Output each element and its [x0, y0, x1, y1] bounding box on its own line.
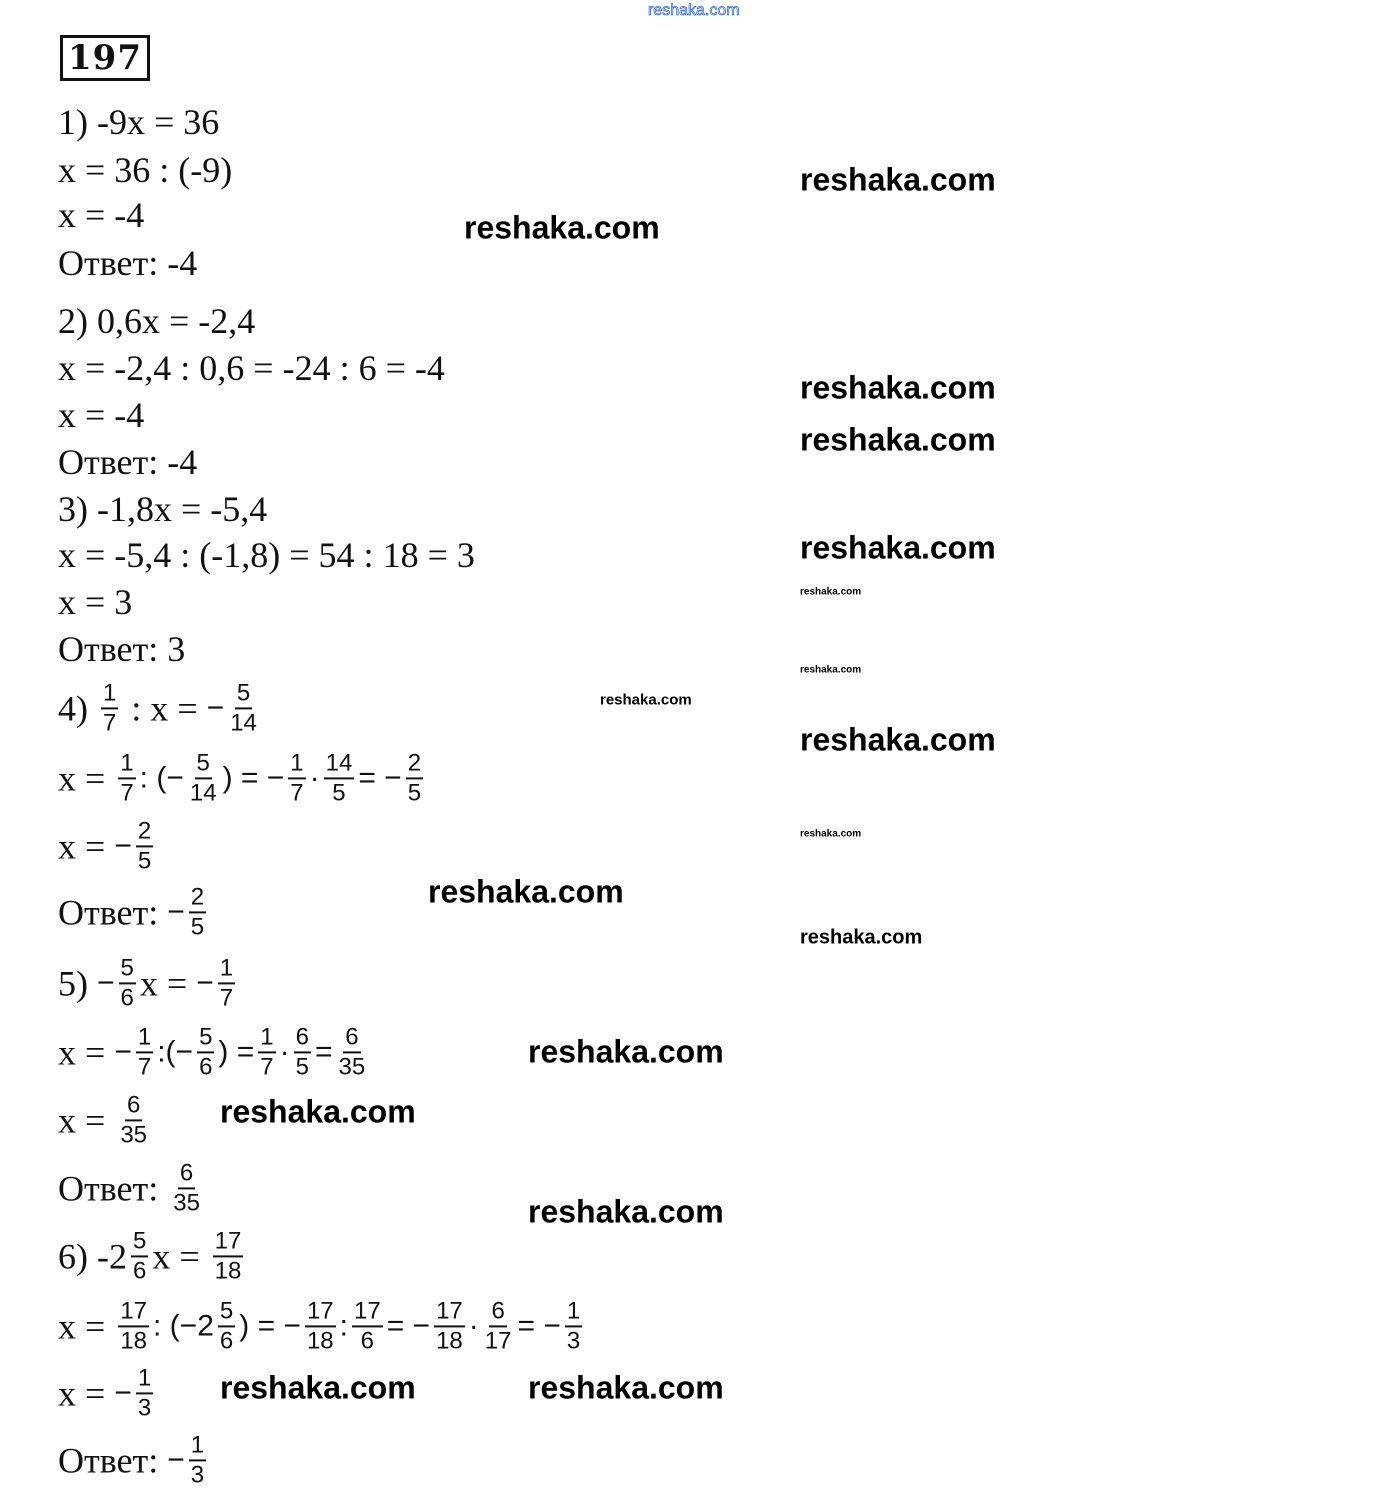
watermark: reshaka.com	[528, 1369, 724, 1406]
numerator: 5	[235, 679, 252, 709]
solution-line	[58, 679, 263, 736]
math-operator: ) = −	[222, 761, 285, 794]
watermark: reshaka.com	[800, 586, 862, 598]
numerator: 5	[195, 749, 212, 779]
denominator: 5	[190, 913, 205, 940]
watermark: reshaka.com	[220, 1093, 416, 1130]
denominator: 5	[295, 1053, 309, 1080]
denominator: 17	[484, 1327, 512, 1354]
numerator: 6	[125, 1091, 142, 1121]
denominator: 18	[120, 1327, 148, 1354]
fraction	[131, 1227, 148, 1284]
math-operator: ) = −	[239, 1309, 301, 1342]
solution-line	[58, 1159, 206, 1216]
numerator: 1	[258, 1023, 275, 1053]
fraction	[197, 1023, 214, 1080]
fraction	[119, 954, 136, 1011]
solution-line	[58, 101, 219, 143]
math-text: 4)	[58, 688, 97, 728]
denominator: 14	[230, 709, 257, 736]
denominator: 6	[199, 1053, 213, 1080]
denominator: 7	[260, 1053, 274, 1080]
math-operator: :	[339, 1309, 348, 1342]
numerator: 1	[136, 1364, 153, 1394]
math-operator: ·	[279, 1035, 290, 1068]
fraction	[352, 1297, 383, 1354]
denominator: 3	[566, 1327, 581, 1354]
fraction	[188, 749, 219, 806]
numerator: 17	[118, 1297, 149, 1327]
math-operator: :(−	[157, 1035, 194, 1068]
fraction	[258, 1023, 275, 1080]
solution-line	[58, 394, 144, 436]
denominator: 18	[436, 1327, 463, 1354]
math-text: : x =	[122, 688, 207, 728]
math-operator: = −	[386, 1309, 431, 1342]
numerator: 6	[489, 1297, 506, 1327]
math-operator: ·	[468, 1309, 479, 1342]
math-operator: −	[196, 966, 214, 999]
math-operator: ·	[309, 761, 320, 794]
math-operator: −	[167, 1443, 185, 1476]
solution-line	[58, 441, 197, 483]
math-text: x = -4	[58, 195, 145, 235]
fraction	[337, 1023, 368, 1080]
math-operator: −	[114, 1376, 132, 1409]
solution-line	[58, 1091, 153, 1148]
fraction	[305, 1297, 336, 1354]
math-operator: = −	[517, 1309, 561, 1342]
solution-line	[58, 1364, 157, 1421]
math-text: x =	[152, 1236, 209, 1276]
math-text: x = -2,4 : 0,6 = -24 : 6 = -4	[58, 348, 445, 388]
solution-line	[58, 242, 197, 284]
problem-number: 197	[60, 35, 150, 81]
numerator: 6	[294, 1023, 311, 1053]
watermark: reshaka.com	[800, 664, 862, 676]
math-operator: −	[206, 691, 225, 724]
fraction	[288, 749, 305, 806]
solution-line	[58, 1227, 247, 1284]
fraction	[136, 1364, 153, 1421]
math-operator: ) =	[218, 1035, 255, 1068]
numerator: 5	[119, 954, 136, 984]
numerator: 1	[118, 749, 135, 779]
fraction	[406, 749, 423, 806]
fraction	[228, 679, 259, 736]
math-text: x =	[58, 826, 115, 866]
numerator: 1	[136, 1023, 153, 1053]
watermark: reshaka.com	[600, 691, 692, 709]
fraction	[136, 817, 153, 874]
math-text: x = -5,4 : (-1,8) = 54 : 18 = 3	[58, 535, 475, 575]
numerator: 5	[218, 1297, 235, 1327]
denominator: 35	[173, 1189, 200, 1216]
math-text: x =	[58, 1306, 115, 1346]
watermark: reshaka.com	[528, 1033, 724, 1070]
watermark: reshaka.com	[800, 926, 923, 949]
denominator: 6	[132, 1257, 147, 1284]
numerator: 14	[324, 749, 355, 779]
fraction	[189, 1431, 206, 1488]
math-text: x =	[58, 1032, 115, 1072]
math-operator: −	[114, 1035, 132, 1068]
math-text: Ответ: 3	[58, 629, 186, 669]
fraction	[118, 749, 135, 806]
solution-line	[58, 749, 427, 806]
math-text: 6) -2	[58, 1236, 127, 1276]
denominator: 35	[120, 1121, 148, 1148]
numerator: 2	[136, 817, 153, 847]
solution-line	[58, 883, 210, 940]
denominator: 5	[137, 847, 152, 874]
numerator: 6	[178, 1159, 195, 1189]
fraction	[565, 1297, 582, 1354]
solution-line	[58, 1023, 371, 1080]
numerator: 5	[131, 1227, 148, 1257]
watermark: reshaka.com	[428, 873, 624, 910]
numerator: 6	[343, 1023, 360, 1053]
denominator: 14	[189, 779, 217, 806]
watermark: reshaka.com	[800, 161, 996, 198]
numerator: 1	[288, 749, 305, 779]
denominator: 5	[332, 779, 346, 806]
math-operator: : (−2	[153, 1309, 214, 1342]
solution-line	[58, 581, 132, 623]
numerator: 2	[189, 883, 206, 913]
math-text: x =	[139, 963, 197, 1003]
denominator: 18	[214, 1257, 242, 1284]
numerator: 2	[406, 749, 423, 779]
math-operator: −	[114, 829, 132, 862]
math-text: Ответ: -4	[58, 442, 198, 482]
numerator: 5	[197, 1023, 214, 1053]
watermark: reshaka.com	[648, 2, 740, 19]
watermark: reshaka.com	[800, 721, 996, 758]
solution-line	[58, 954, 239, 1011]
math-text: x =	[58, 758, 115, 798]
solution-line	[58, 149, 232, 191]
numerator: 17	[213, 1227, 244, 1257]
denominator: 5	[407, 779, 422, 806]
denominator: 3	[190, 1461, 205, 1488]
math-operator: : (−	[139, 761, 184, 794]
denominator: 7	[219, 984, 234, 1011]
solution-line	[58, 347, 445, 389]
denominator: 6	[120, 984, 134, 1011]
math-text: Ответ:	[58, 1440, 168, 1480]
denominator: 35	[338, 1053, 366, 1080]
fraction	[118, 1297, 149, 1354]
denominator: 7	[137, 1053, 152, 1080]
numerator: 1	[218, 954, 235, 984]
fraction	[118, 1091, 149, 1148]
fraction	[213, 1227, 244, 1284]
fraction	[136, 1023, 153, 1080]
solution-line	[58, 194, 144, 236]
math-operator: −	[97, 966, 115, 999]
math-operator: −	[167, 895, 185, 928]
denominator: 7	[103, 709, 117, 736]
fraction	[101, 679, 118, 736]
watermark: reshaka.com	[800, 369, 996, 406]
denominator: 7	[290, 779, 304, 806]
watermark: reshaka.com	[528, 1193, 724, 1230]
watermark: reshaka.com	[800, 828, 862, 840]
math-text: 1) -9x = 36	[58, 102, 220, 142]
fraction	[171, 1159, 202, 1216]
denominator: 3	[137, 1394, 152, 1421]
solution-line	[58, 1297, 586, 1354]
fraction	[218, 1297, 235, 1354]
watermark: reshaka.com	[800, 421, 996, 458]
solution-line	[58, 628, 185, 670]
watermark: reshaka.com	[464, 209, 660, 246]
math-text: Ответ: -4	[58, 243, 198, 283]
solution-line	[58, 300, 255, 342]
numerator: 1	[565, 1297, 582, 1327]
math-text: 5)	[58, 963, 97, 1003]
watermark: reshaka.com	[220, 1369, 416, 1406]
math-text: x = -4	[58, 395, 145, 435]
solution-line	[58, 488, 267, 530]
math-text: 2) 0,6x = -2,4	[58, 301, 256, 341]
math-text: 3) -1,8x = -5,4	[58, 489, 268, 529]
fraction	[294, 1023, 311, 1080]
math-text: Ответ:	[58, 892, 168, 932]
numerator: 1	[189, 1431, 206, 1461]
solution-line	[58, 534, 475, 576]
math-text: x = 3	[58, 582, 133, 622]
math-operator: =	[315, 1035, 333, 1068]
watermark: reshaka.com	[800, 529, 996, 566]
numerator: 1	[101, 679, 118, 709]
math-text: x =	[58, 1100, 115, 1140]
fraction	[218, 954, 235, 1011]
fraction	[324, 749, 355, 806]
math-text: x = 36 : (-9)	[58, 150, 233, 190]
solution-line	[58, 1431, 210, 1488]
math-text: x =	[58, 1373, 115, 1413]
denominator: 6	[219, 1327, 234, 1354]
fraction	[434, 1297, 465, 1354]
fraction	[189, 883, 206, 940]
math-text: Ответ:	[58, 1168, 168, 1208]
math-operator: = −	[358, 761, 402, 794]
solution-line	[58, 817, 157, 874]
denominator: 7	[120, 779, 134, 806]
fraction	[483, 1297, 514, 1354]
denominator: 6	[360, 1327, 375, 1354]
numerator: 17	[305, 1297, 336, 1327]
numerator: 17	[434, 1297, 465, 1327]
numerator: 17	[352, 1297, 383, 1327]
denominator: 18	[306, 1327, 334, 1354]
